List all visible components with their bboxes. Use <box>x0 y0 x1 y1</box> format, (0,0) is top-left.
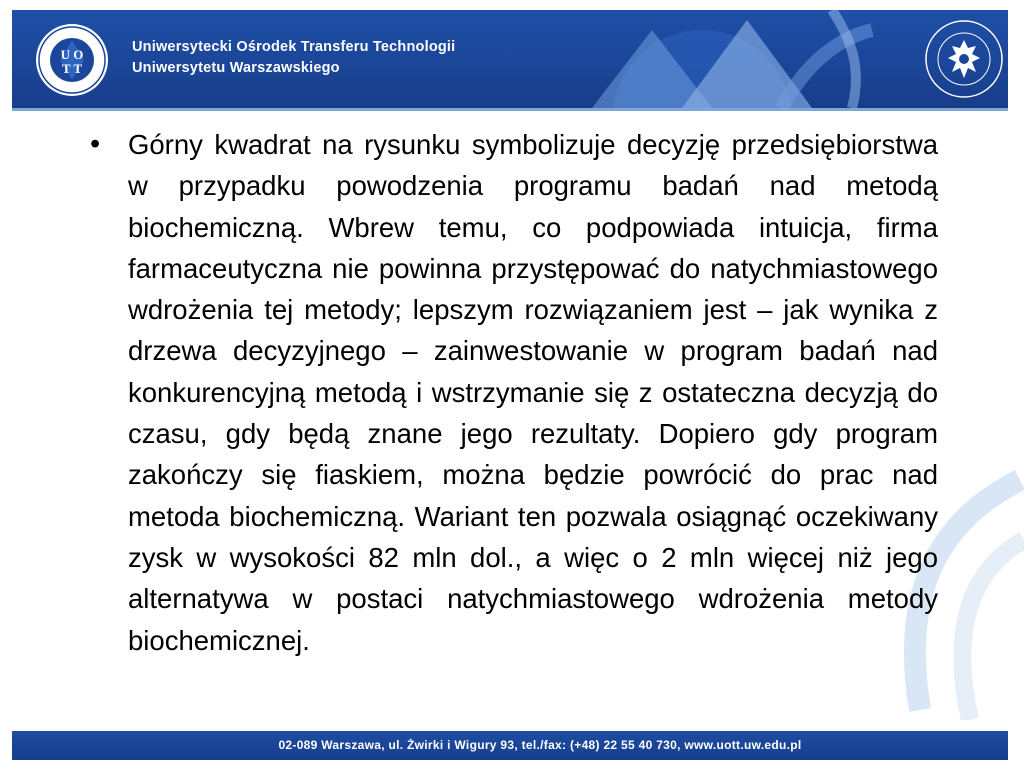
uott-logo <box>34 22 110 98</box>
header-divider <box>12 108 1008 111</box>
bullet-paragraph: Górny kwadrat na rysunku symbolizuje decyzję przedsiębiorstwa w przypadku powodzenia programu badań nad metodą biochemiczną. Wbrew temu, co podpowiada intuicja, firma farmaceutyczna nie powinna przystępować do natychmiastowego wdrożenia tej metody; lepszym rozwiązaniem jest – jak wynika z drzewa decyzyjnego – zainwestowanie w program badań nad konkurencyjną metodą i wstrzymanie się z ostateczna decyzją do czasu, gdy będą znane jego rezultaty. Dopiero gdy program zakończy się fiaskiem, można będzie powrócić do prac nad metoda biochemiczną. Wariant ten pozwala osiągnąć oczekiwany zysk w wysokości 82 mln dol., a więc o 2 mln więcej niż jego alternatywa w postaci natychmiastowego wdrożenia metody biochemicznej. <box>128 129 938 656</box>
header-title-line1: Uniwersytecki Ośrodek Transferu Technologii <box>132 39 456 55</box>
footer-bar <box>12 731 1008 760</box>
svg-text:T T: T T <box>61 61 83 76</box>
footer-contact-text: 02-089 Warszawa, ul. Żwirki i Wigury 93, tel./fax: (+48) 22 55 40 730, www.uott.uw.edu.pl <box>278 738 802 752</box>
bullet-item <box>90 124 938 661</box>
header-arrows-decoration <box>532 10 932 108</box>
header-title <box>132 37 455 79</box>
svg-text:U O: U O <box>60 47 84 62</box>
header-title-line2: Uniwersytetu Warszawskiego <box>132 60 340 76</box>
header-bar <box>12 10 1008 108</box>
university-warsaw-logo <box>922 16 1006 102</box>
slide-content <box>90 124 938 661</box>
bullet-symbol: • <box>90 128 101 160</box>
